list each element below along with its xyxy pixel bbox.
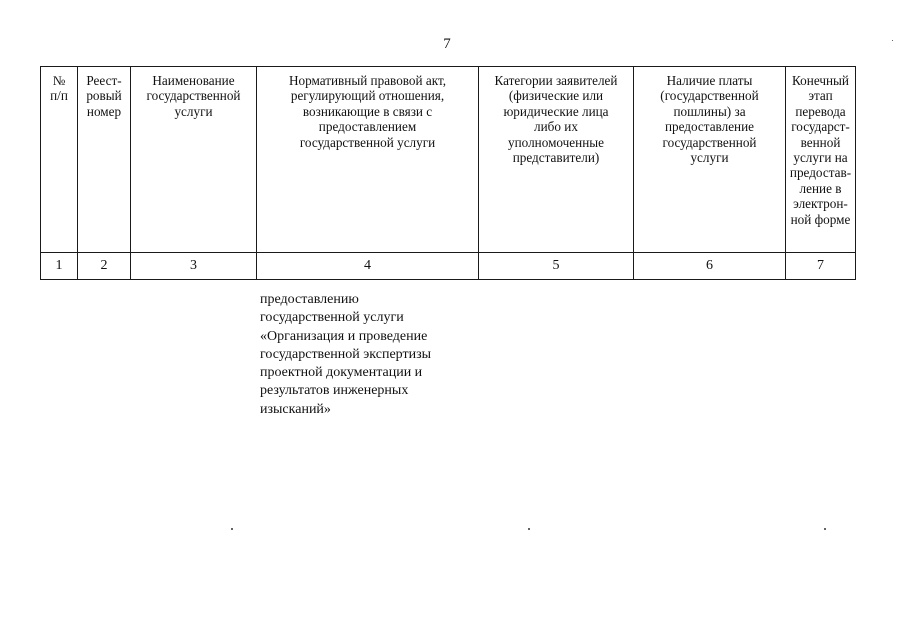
continuation-text: предоставлению государственной услуги «Организация и проведение государственной экспертизы проектной документации и результатов инженерных изысканий»: [260, 292, 432, 417]
page-number: 7: [443, 36, 451, 52]
scan-speck: [528, 528, 530, 530]
column-header-registry-number: Реест- ровый номер: [78, 67, 131, 253]
column-number-cell: 7: [786, 253, 856, 280]
column-header-service-name: Наименование государственной услуги: [131, 67, 257, 253]
column-number-row: [41, 253, 856, 280]
scan-speck: [231, 528, 233, 530]
scan-speck: [892, 40, 893, 41]
column-header-applicant-categories: Категории заявителей (физические или юридические лица либо их уполномоченные представители): [479, 67, 634, 253]
table-header-row: [41, 67, 856, 253]
column-number-cell: 5: [479, 253, 634, 280]
column-header-electronic-stage: Конечный этап перевода государст- венной услуги на предостав- ление в электрон- ной форме: [786, 67, 856, 253]
column-number-cell: 2: [78, 253, 131, 280]
scan-speck: [824, 528, 826, 530]
column-number-cell: 1: [41, 253, 78, 280]
column-header-legal-act: Нормативный правовой акт, регулирующий отношения, возникающие в связи с предоставлением государственной услуги: [257, 67, 479, 253]
services-registry-table: [40, 66, 856, 280]
column-number-cell: 6: [634, 253, 786, 280]
column-number-cell: 3: [131, 253, 257, 280]
column-number-cell: 4: [257, 253, 479, 280]
column-header-number: № п/п: [41, 67, 78, 253]
column-header-fee: Наличие платы (государственной пошлины) за предоставление государственной услуги: [634, 67, 786, 253]
